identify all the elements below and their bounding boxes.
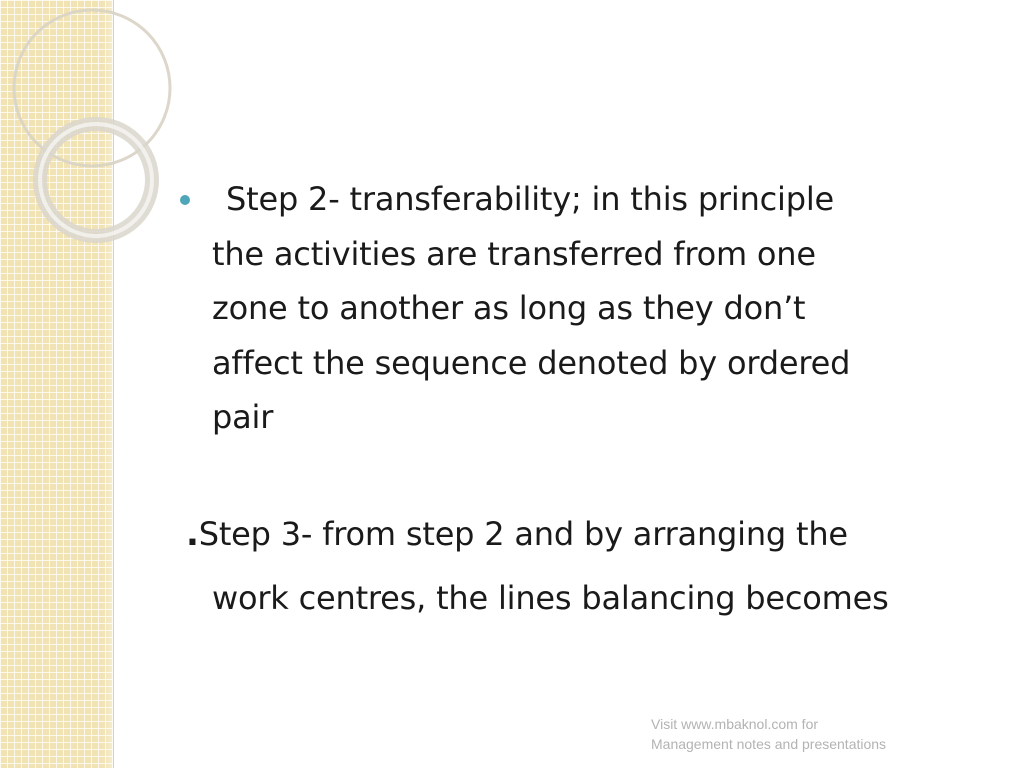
paragraph-line: Step 2- transferability; in this principle	[226, 180, 835, 218]
bullet-paragraph-step2	[212, 172, 992, 445]
paragraph-line: affect the sequence denoted by ordered	[212, 343, 851, 382]
footer-line: Visit www.mbaknol.com for	[651, 716, 819, 732]
footer-credit	[651, 714, 981, 754]
bullet-paragraph-step3	[186, 504, 1006, 628]
bullet-marker: .	[186, 514, 199, 554]
paragraph-line: pair	[212, 398, 274, 436]
paragraph-line	[186, 504, 1006, 568]
paragraph-line: zone to another as long as they don’t	[212, 289, 806, 327]
paragraph-line-text: Step 3- from step 2 and by arranging the	[198, 515, 848, 553]
paragraph-line: work centres, the lines balancing becomes	[212, 579, 889, 617]
footer-line: Management notes and presentations	[651, 736, 887, 752]
bullet-dot	[180, 195, 190, 205]
paragraph-line: the activities are transferred from one	[212, 234, 816, 273]
